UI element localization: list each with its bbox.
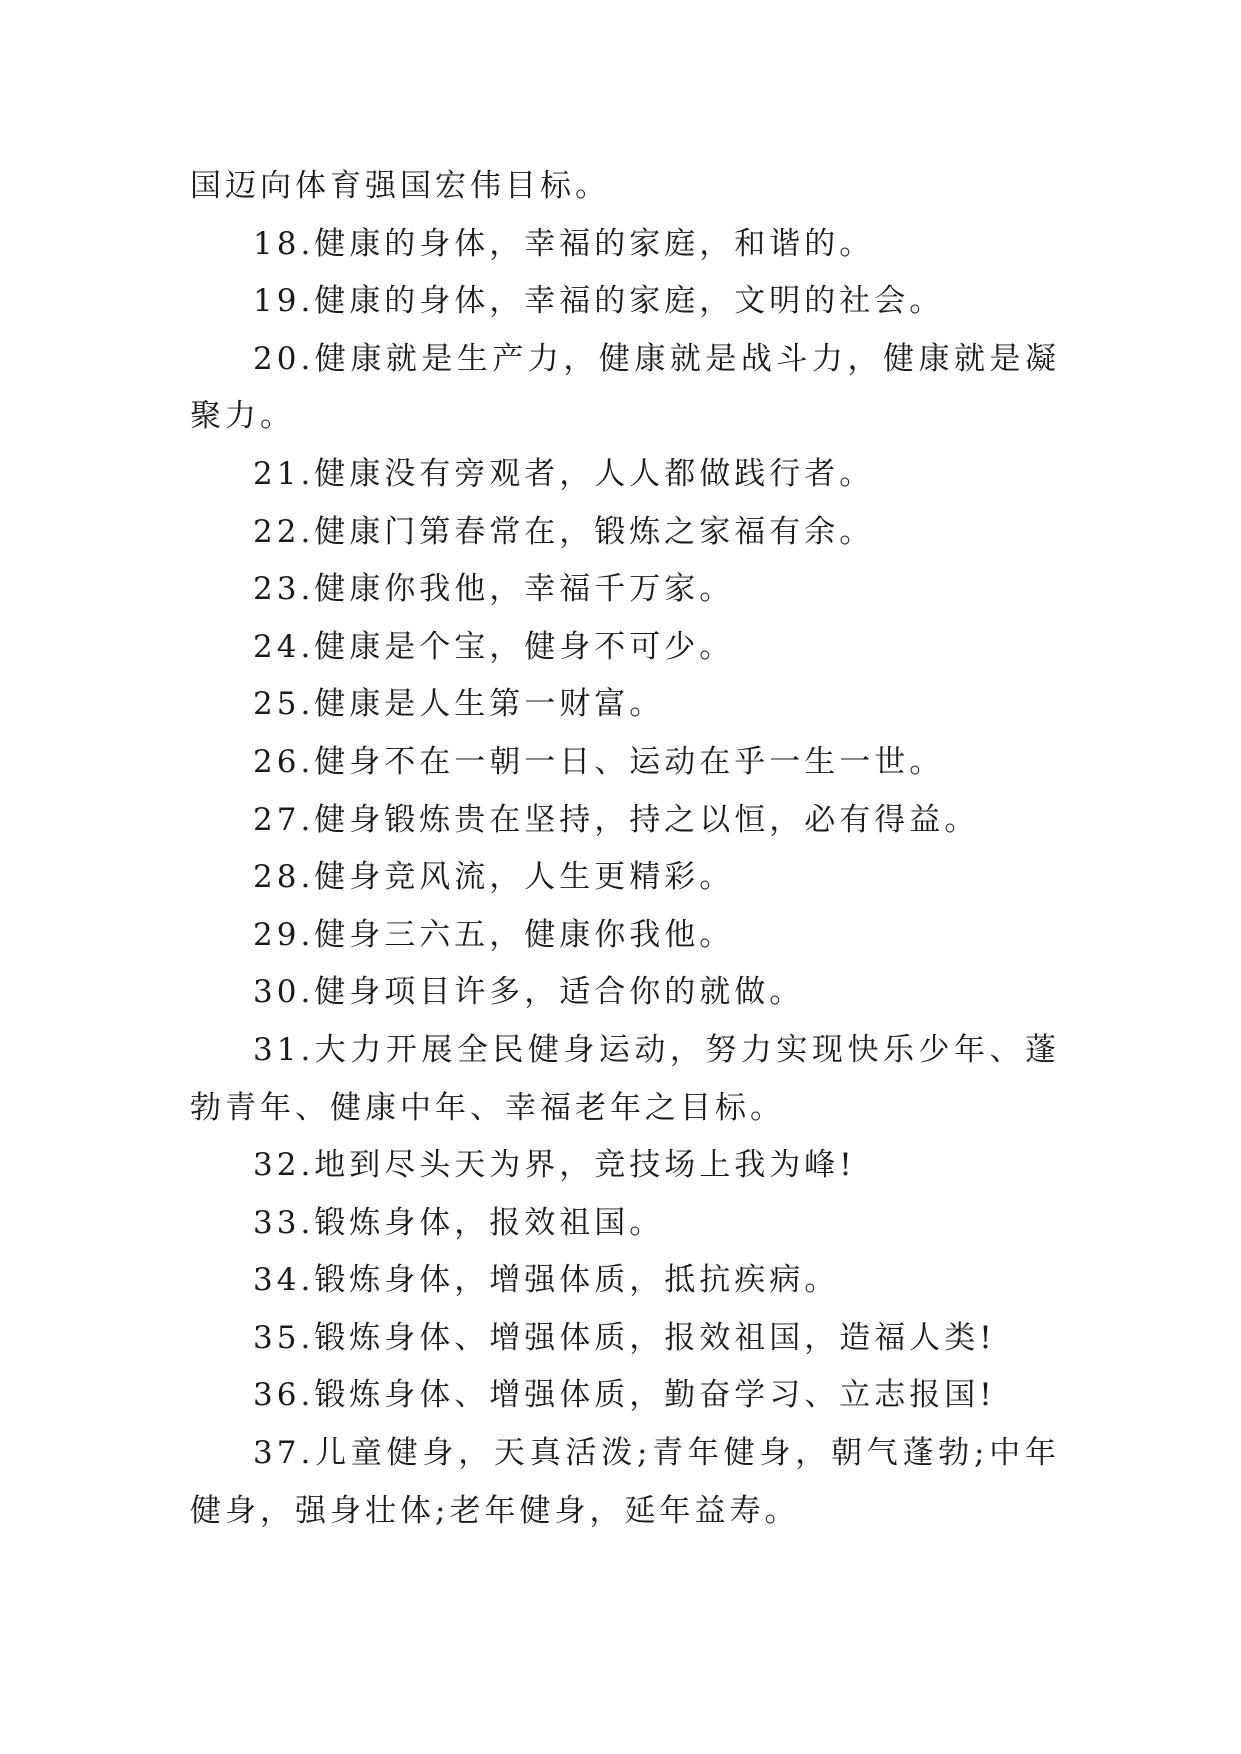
paragraph: 31.大力开展全民健身运动，努力实现快乐少年、蓬勃青年、健康中年、幸福老年之目标。 [190, 1031, 1060, 1126]
paragraph: 21.健康没有旁观者，人人都做践行者。 [253, 455, 875, 492]
paragraph: 35.锻炼身体、增强体质，报效祖国，造福人类! [253, 1319, 996, 1356]
paragraph: 18.健康的身体，幸福的家庭，和谐的。 [253, 225, 875, 262]
paragraph: 34.锻炼身体，增强体质，抵抗疾病。 [253, 1262, 840, 1299]
paragraph: 22.健康门第春常在，锻炼之家福有余。 [253, 513, 875, 550]
document-body [190, 158, 1060, 1540]
paragraph: 32.地到尽头天为界，竞技场上我为峰! [253, 1147, 856, 1184]
paragraph: 25.健康是人生第一财富。 [253, 686, 665, 723]
paragraph: 26.健身不在一朝一日、运动在乎一生一世。 [253, 743, 945, 780]
paragraph: 27.健身锻炼贵在坚持，持之以恒，必有得益。 [253, 801, 980, 838]
paragraph: 37.儿童健身，天真活泼;青年健身，朝气蓬勃;中年健身，强身壮体;老年健身，延年益寿。 [190, 1435, 1060, 1529]
paragraph: 24.健康是个宝，健身不可少。 [253, 628, 735, 665]
paragraph: 20.健康就是生产力，健康就是战斗力，健康就是凝聚力。 [190, 340, 1060, 435]
paragraph: 28.健身竞风流，人生更精彩。 [253, 859, 735, 896]
paragraph: 33.锻炼身体，报效祖国。 [253, 1204, 665, 1241]
paragraph: 30.健身项目许多，适合你的就做。 [253, 974, 805, 1011]
paragraph: 国迈向体育强国宏伟目标。 [190, 168, 610, 204]
paragraph: 23.健康你我他，幸福千万家。 [253, 571, 735, 608]
paragraph: 36.锻炼身体、增强体质，勤奋学习、立志报国! [253, 1377, 996, 1414]
paragraph: 19.健康的身体，幸福的家庭，文明的社会。 [253, 283, 945, 320]
paragraph: 29.健身三六五，健康你我他。 [253, 916, 735, 953]
